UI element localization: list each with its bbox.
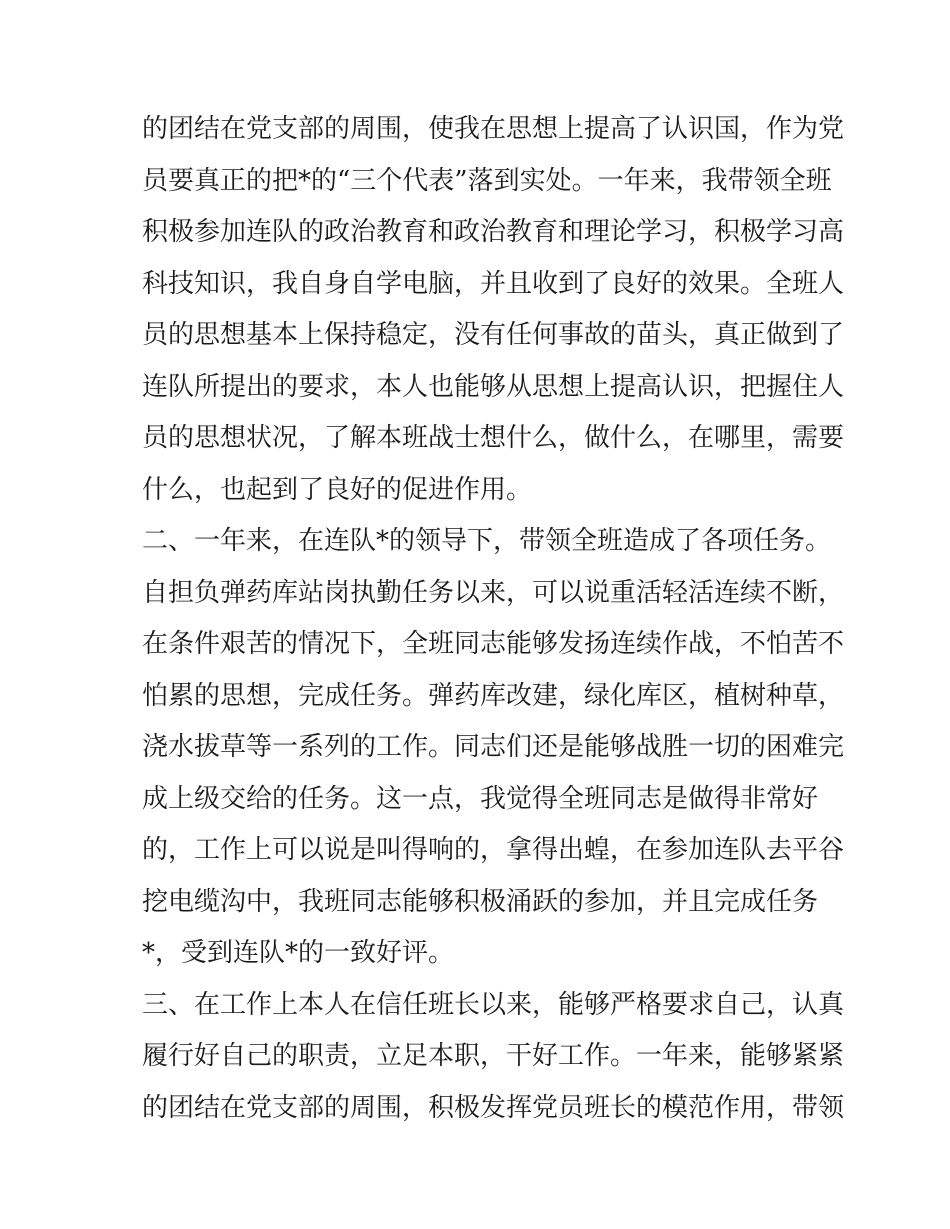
text-line: 的团结在党支部的周围，积极发挥党员班长的模范作用，带领 <box>142 1092 845 1123</box>
text-line: 连队所提出的要求，本人也能够从思想上提高认识，把握住人 <box>142 371 845 402</box>
text-line: 员的思想状况，了解本班战士想什么，做什么，在哪里，需要 <box>142 423 845 453</box>
text-line: 二、一年来，在连队*的领导下，带领全班造成了各项任务。 <box>142 526 832 556</box>
document-body <box>142 104 845 1134</box>
text-line: 什么，也起到了良好的促进作用。 <box>142 474 533 505</box>
text-line: 在条件艰苦的情况下，全班同志能够发扬连续作战，不怕苦不 <box>142 629 845 659</box>
text-line: 科技知识，我自身自学电脑，并且收到了良好的效果。全班人 <box>142 268 845 299</box>
text-line: 积极参加连队的政治教育和政治教育和理论学习，积极学习高 <box>142 217 845 247</box>
text-line: *，受到连队*的一致好评。 <box>142 938 455 968</box>
text-line: 怕累的思想，完成任务。弹药库改建，绿化库区，植树种草， <box>142 680 845 711</box>
text-line: 成上级交给的任务。这一点，我觉得全班同志是做得非常好 <box>142 783 819 814</box>
text-line: 自担负弹药库站岗执勤任务以来，可以说重活轻活连续不断， <box>142 577 845 608</box>
text-line: 三、在工作上本人在信任班长以来，能够严格要求自己，认真 <box>142 989 845 1020</box>
text-line: 员的思想基本上保持稳定，没有任何事故的苗头，真正做到了 <box>142 320 845 350</box>
text-line: 挖电缆沟中，我班同志能够积极涌跃的参加，并且完成任务 <box>142 886 819 917</box>
text-line: 员要真正的把*的“三个代表”落到实处。一年来，我带领全班 <box>142 165 832 196</box>
text-line: 的，工作上可以说是叫得响的，拿得出蝗，在参加连队去平谷 <box>142 835 845 865</box>
text-line: 履行好自己的职责，立足本职，干好工作。一年来，能够紧紧 <box>142 1041 845 1071</box>
text-line: 的团结在党支部的周围，使我在思想上提高了认识国，作为党 <box>142 114 845 144</box>
text-line: 浇水拔草等一系列的工作。同志们还是能够战胜一切的困难完 <box>142 732 845 762</box>
